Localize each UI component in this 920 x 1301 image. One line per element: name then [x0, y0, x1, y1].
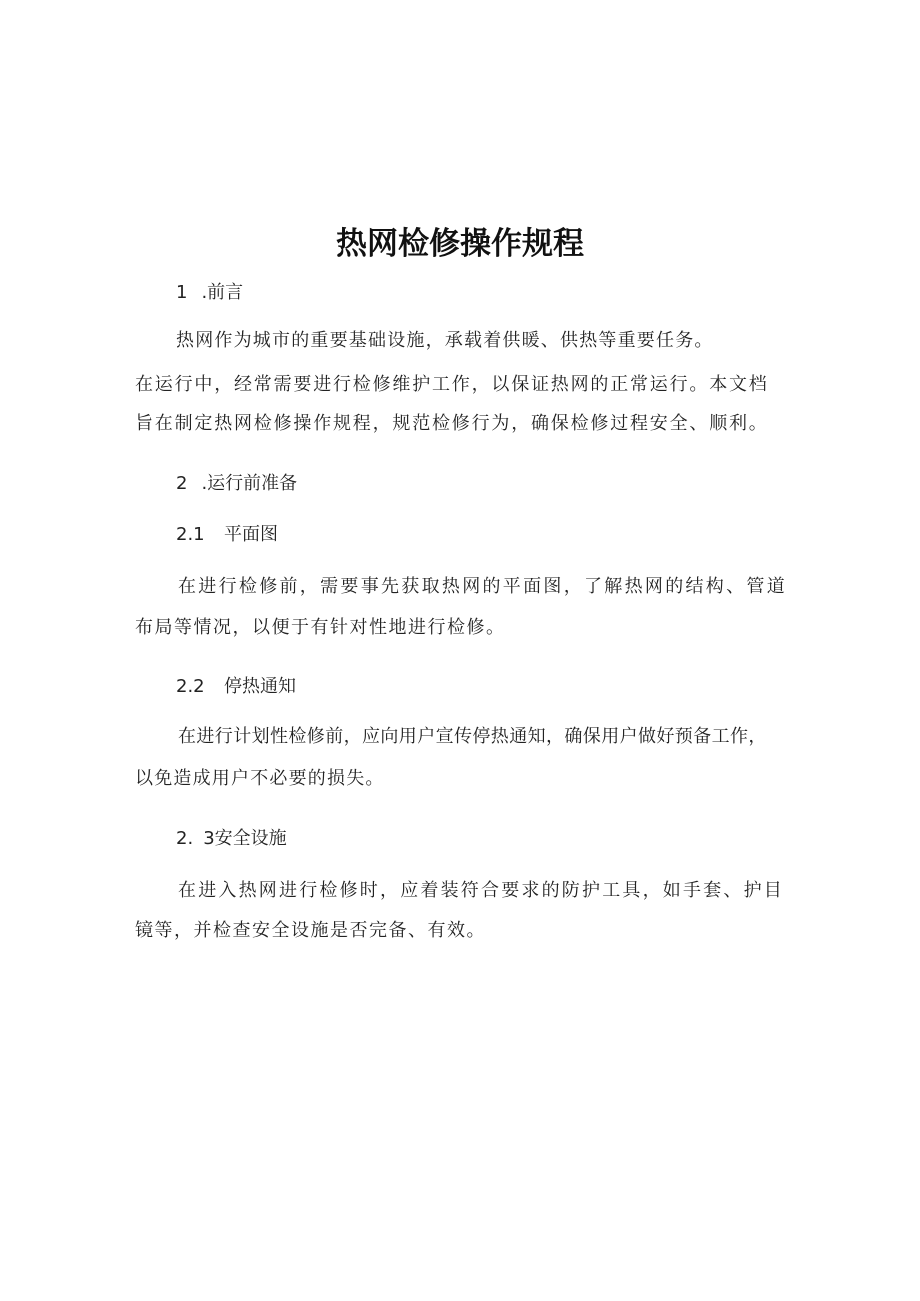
paragraph-line: 以免造成用户不必要的损失。	[135, 768, 385, 789]
section-2-number: 2	[176, 473, 188, 494]
section-2-2-label: 停热通知	[224, 676, 296, 697]
section-2-1-label: 平面图	[224, 524, 278, 545]
paragraph-line: 热网作为城市的重要基础设施，承载着供暖、供热等重要任务。	[176, 330, 714, 351]
paragraph-line: 镜等，并检查安全设施是否完备、有效。	[135, 920, 486, 941]
paragraph-line: 在进入热网进行检修时，应着装符合要求的防护工具，如手套、护目	[178, 880, 784, 901]
section-1-heading	[176, 278, 243, 304]
section-2-1-heading	[176, 520, 278, 546]
section-2-heading	[176, 469, 297, 495]
section-1-label: .前言	[201, 282, 244, 303]
section-2-2-number: 2.2	[176, 676, 205, 697]
section-2-label: .运行前准备	[201, 473, 298, 494]
section-2-3-label: 3安全设施	[203, 828, 287, 849]
paragraph-line: 在进行检修前，需要事先获取热网的平面图，了解热网的结构、管道	[178, 576, 787, 597]
section-2-2-heading	[176, 672, 296, 698]
paragraph-line: 在运行中，经常需要进行检修维护工作，以保证热网的正常运行。本文档	[135, 374, 769, 395]
section-2-3-number: 2.	[176, 828, 194, 849]
paragraph-line: 在进行计划性检修前，应向用户宣传停热通知，确保用户做好预备工作，	[178, 726, 767, 747]
section-2-3-heading	[176, 824, 287, 850]
section-2-1-number: 2.1	[176, 524, 205, 545]
section-1-number: 1	[176, 282, 188, 303]
document-title: 热网检修操作规程	[336, 226, 584, 262]
paragraph-line: 旨在制定热网检修操作规程，规范检修行为，确保检修过程安全、顺利。	[135, 413, 769, 434]
paragraph-line: 布局等情况，以便于有针对性地进行检修。	[135, 617, 506, 638]
